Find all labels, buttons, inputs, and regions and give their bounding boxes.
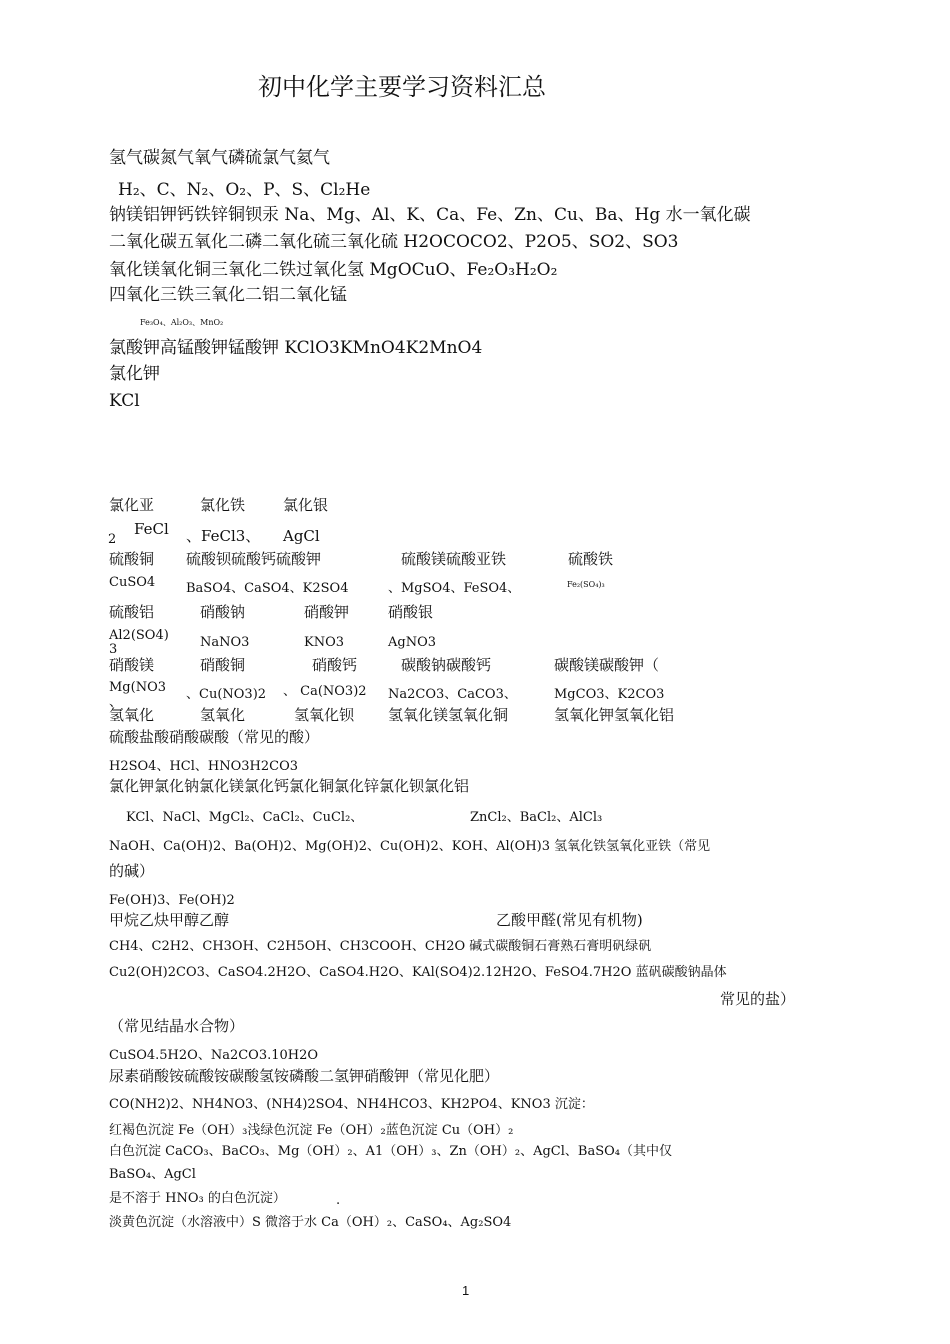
- carbonate-formula: MgCO3、K2CO3: [554, 687, 665, 702]
- chloride-name: 氯化亚: [109, 496, 155, 514]
- carbonate-formula: 、Cu(NO3)2: [186, 687, 267, 702]
- chloride-formula: 、FeCl3、: [186, 527, 261, 545]
- oxides-line-2: 氧化镁氧化铜三氧化二铁过氧化氢 MgOCuO、Fe₂O₃H₂O₂: [109, 260, 558, 280]
- oxides-line-3: 四氧化三铁三氧化二铝二氧化锰: [109, 285, 347, 305]
- nitrate-name: 硝酸银: [388, 603, 434, 621]
- chlorides-symbols-b: ZnCl₂、BaCl₂、AlCl₃: [470, 810, 603, 825]
- bases-line-1: NaOH、Ca(OH)2、Ba(OH)2、Mg(OH)2、Cu(OH)2、KOH、Al(OH)3 氢氧化铁氢氧化亚铁（常见: [109, 839, 711, 854]
- acids-names: 硫酸盐酸硝酸碳酸（常见的酸）: [109, 728, 320, 746]
- sulfate-formula: Fe₂(SO₄)₃: [567, 580, 605, 589]
- chloride-name: 氯化铁: [200, 496, 246, 514]
- carbonate-name: 硝酸钙: [312, 656, 358, 674]
- nitrate-name: 硝酸钠: [200, 603, 246, 621]
- organic-symbols: CH4、C2H2、CH3OH、C2H5OH、CH3COOH、CH2O 碱式碳酸铜石膏熟石膏明矾绿矾: [109, 939, 652, 954]
- nitrate-formula: KNO3: [304, 635, 345, 650]
- nitrate-name: 硫酸铝: [109, 603, 155, 621]
- carbonate-name: 碳酸钠碳酸钙: [401, 656, 492, 674]
- nitrate-formula: Al2(SO4): [109, 628, 169, 643]
- carbonate-name: 碳酸镁碳酸钾（: [554, 656, 660, 674]
- oxides-line-1: 二氧化碳五氧化二磷二氧化硫三氧化硫 H2OCOCO2、P2O5、SO2、SO3: [109, 232, 679, 252]
- hydroxide-name: 氢氧化: [200, 706, 246, 724]
- organic-names-b: 乙酸甲醛(常见有机物): [496, 911, 643, 929]
- hydrates-symbols-2: CuSO4.5H2O、Na2CO3.10H2O: [109, 1048, 319, 1063]
- nitrate-formula: NaNO3: [200, 635, 250, 650]
- carbonate-formula: Na2CO3、CaCO3、: [388, 687, 517, 702]
- bases-line-3: Fe(OH)3、Fe(OH)2: [109, 893, 235, 908]
- precipitate-white-1: 白色沉淀 CaCO₃、BaCO₃、Mg（OH）₂、A1（OH）₃、Zn（OH）₂、AgCl、BaSO₄（其中仅: [109, 1144, 672, 1159]
- precipitate-white-2: BaSO₄、AgCl: [109, 1167, 196, 1182]
- elements-names: 氢气碳氮气氧气磷硫氯气氦气: [109, 148, 330, 168]
- hydroxide-name: 氢氧化镁氢氧化铜: [388, 706, 509, 724]
- stray-mark: .: [336, 1193, 341, 1208]
- chlorides-symbols-a: KCl、NaCl、MgCl₂、CaCl₂、CuCl₂、: [126, 810, 364, 825]
- hydrates-names: （常见结晶水合物）: [109, 1017, 245, 1035]
- sulfate-name: 硫酸镁硫酸亚铁: [401, 550, 507, 568]
- bases-line-2: 的碱）: [109, 862, 155, 880]
- hydroxide-name: 氢氧化钡: [294, 706, 355, 724]
- sulfate-formula: CuSO4: [109, 575, 156, 590]
- metals-line: 钠镁铝钾钙铁锌铜钡汞 Na、Mg、Al、K、Ca、Fe、Zn、Cu、Ba、Hg 水一氧化碳: [109, 205, 751, 225]
- sulfate-name: 硫酸铁: [568, 550, 614, 568]
- hydrates-symbols: Cu2(OH)2CO3、CaSO4.2H2O、CaSO4.H2O、KAl(SO4)2.12H2O、FeSO4.7H2O 蓝矾碳酸钠晶体: [109, 965, 727, 980]
- chloride-formula: FeCl: [134, 520, 169, 538]
- fertilizer-symbols: CO(NH2)2、NH4NO3、(NH4)2SO4、NH4HCO3、KH2PO4、KNO3 沉淀：: [109, 1097, 594, 1112]
- precipitate-white-3: 是不溶于 HNO₃ 的白色沉淀）: [109, 1191, 286, 1206]
- precipitate-yellow: 淡黄色沉淀（水溶液中）S 微溶于水 Ca（OH）₂、CaSO₄、Ag₂SO4: [109, 1215, 512, 1230]
- chloride-name: 氯化银: [283, 496, 329, 514]
- carbonate-name: 硝酸铜: [200, 656, 246, 674]
- kcl-symbol: KCl: [109, 391, 140, 411]
- oxides-symbols-small: Fe₃O₄、Al₂O₃、MnO₂: [140, 318, 224, 327]
- salts-line-1: 氯酸钾高锰酸钾锰酸钾 KClO3KMnO4K2MnO4: [109, 338, 483, 358]
- nitrate-formula: AgNO3: [388, 635, 437, 650]
- wrap-mark: 、: [109, 695, 123, 710]
- sulfate-name: 硫酸铜: [109, 550, 155, 568]
- wrap-mark: 3: [109, 642, 118, 657]
- chlorides-names: 氯化钾氯化钠氯化镁氯化钙氯化铜氯化锌氯化钡氯化铝: [109, 777, 470, 795]
- fertilizer-names: 尿素硝酸铵硫酸铵碳酸氢铵磷酸二氢钾硝酸钾（常见化肥）: [109, 1067, 500, 1085]
- hydroxide-name: 氢氧化: [109, 706, 155, 724]
- acids-symbols: H2SO4、HCl、HNO3H2CO3: [109, 759, 299, 774]
- precipitate-colored: 红褐色沉淀 Fe（OH）₃浅绿色沉淀 Fe（OH）₂蓝色沉淀 Cu（OH）₂: [109, 1123, 514, 1138]
- kcl-name: 氯化钾: [109, 364, 160, 384]
- carbonate-formula: Mg(NO3: [109, 680, 167, 695]
- common-salts-note: 常见的盐）: [720, 990, 796, 1008]
- sulfate-name: 硫酸钡硫酸钙硫酸钾: [186, 550, 322, 568]
- elements-symbols: H₂、C、N₂、O₂、P、S、Cl₂He: [118, 180, 371, 200]
- carbonate-formula: 、 Ca(NO3)2: [283, 684, 367, 699]
- wrap-mark: 2: [108, 532, 117, 547]
- page-number: 1: [462, 1283, 470, 1298]
- hydroxide-name: 氢氧化钾氢氧化铝: [554, 706, 675, 724]
- sulfate-formula: BaSO4、CaSO4、K2SO4: [186, 581, 349, 596]
- page-title: 初中化学主要学习资料汇总: [258, 73, 546, 101]
- chloride-formula: AgCl: [283, 527, 320, 545]
- sulfate-formula: 、MgSO4、FeSO4、: [388, 581, 521, 596]
- carbonate-name: 硝酸镁: [109, 656, 155, 674]
- nitrate-name: 硝酸钾: [304, 603, 350, 621]
- organic-names-a: 甲烷乙炔甲醇乙醇: [109, 911, 230, 929]
